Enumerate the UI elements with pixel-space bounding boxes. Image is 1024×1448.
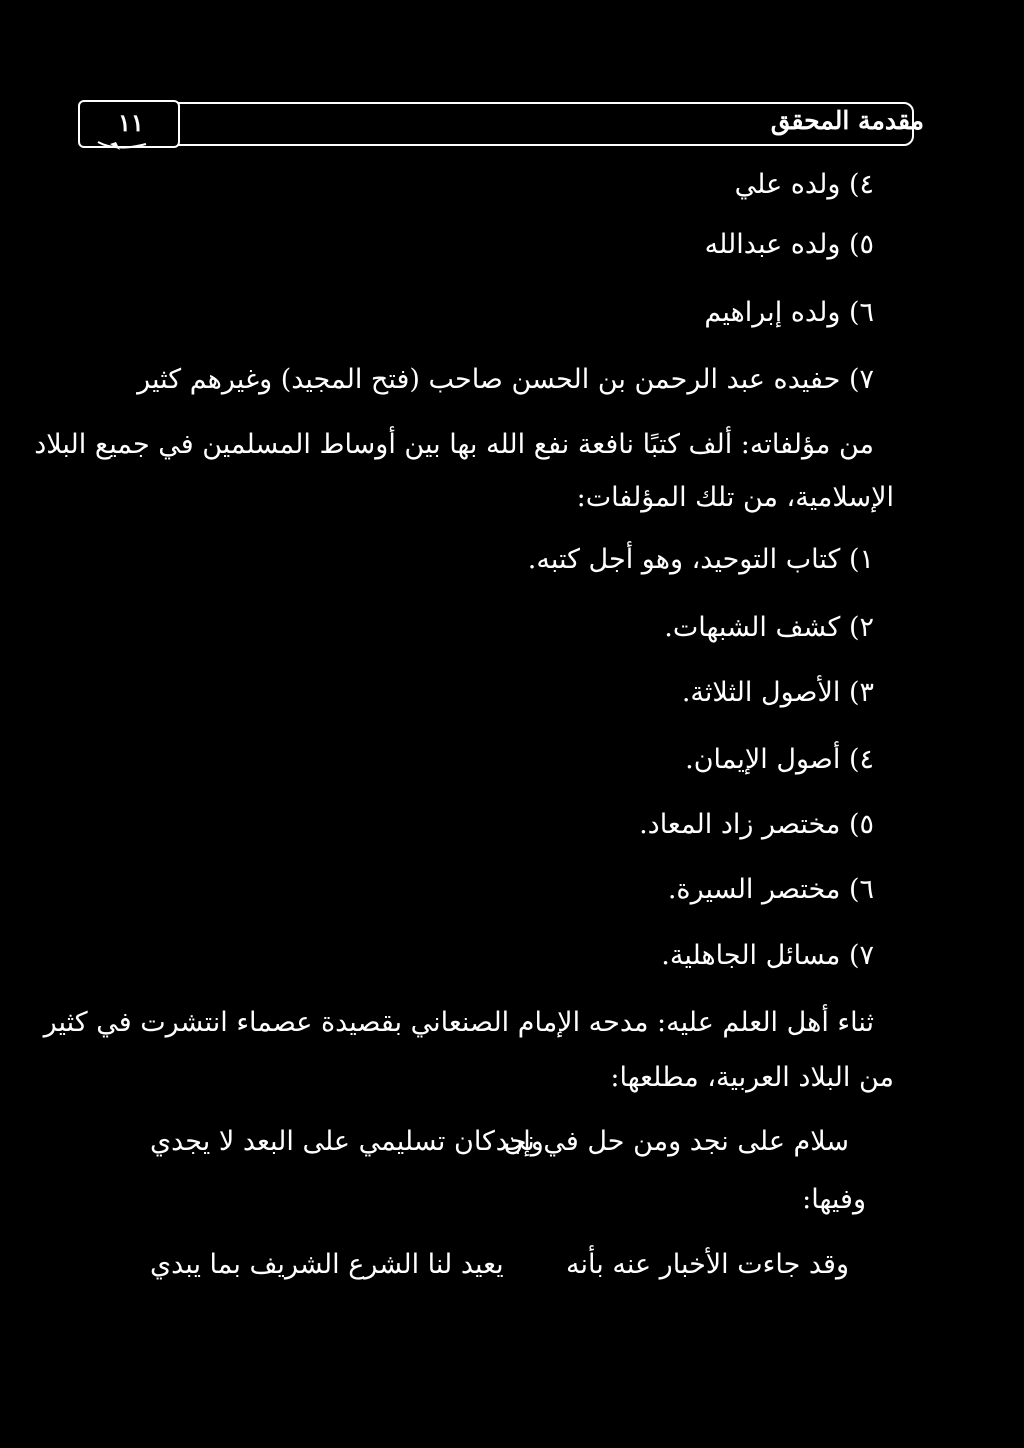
page-header-title: مقدمة المحقق: [770, 106, 924, 135]
paragraph-line: الإسلامية، من تلك المؤلفات:: [576, 482, 894, 513]
list-item: ٧) حفيده عبد الرحمن بن الحسن صاحب (فتح المجيد) وغيرهم كثير: [137, 364, 874, 395]
paragraph-line: من مؤلفاته: ألف كتبًا نافعة نفع الله بها بين أوساط المسلمين في جميع البلاد: [34, 429, 874, 460]
list-item: ٦) ولده إبراهيم: [704, 297, 874, 328]
list-item: ١) كتاب التوحيد، وهو أجل كتبه.: [527, 544, 874, 575]
poem-hemistich-left: وإن كان تسليمي على البعد لا يجدي: [150, 1126, 544, 1157]
poem-intro: وفيها:: [802, 1184, 866, 1215]
list-item: ٥) مختصر زاد المعاد.: [639, 809, 874, 840]
paragraph-line: ثناء أهل العلم عليه: مدحه الإمام الصنعاني بقصيدة عصماء انتشرت في كثير: [43, 1007, 874, 1038]
poem-hemistich-left: يعيد لنا الشرع الشريف بما يبدي: [150, 1249, 504, 1280]
list-item: ٥) ولده عبدالله: [704, 229, 874, 260]
poem-hemistich-right: وقد جاءت الأخبار عنه بأنه: [566, 1249, 849, 1280]
list-item: ٤) ولده علي: [734, 169, 874, 200]
list-item: ٢) كشف الشبهات.: [664, 612, 874, 643]
list-item: ٣) الأصول الثلاثة.: [681, 677, 874, 708]
poem-hemistich-right: سلام على نجد ومن حل في نجد: [495, 1126, 849, 1157]
page-number: ١١: [118, 108, 144, 137]
list-item: ٧) مسائل الجاهلية.: [661, 940, 874, 971]
list-item: ٦) مختصر السيرة.: [667, 874, 874, 905]
paragraph-line: من البلاد العربية، مطلعها:: [610, 1062, 894, 1093]
page-curl-ornament: [96, 138, 148, 152]
list-item: ٤) أصول الإيمان.: [685, 744, 874, 775]
